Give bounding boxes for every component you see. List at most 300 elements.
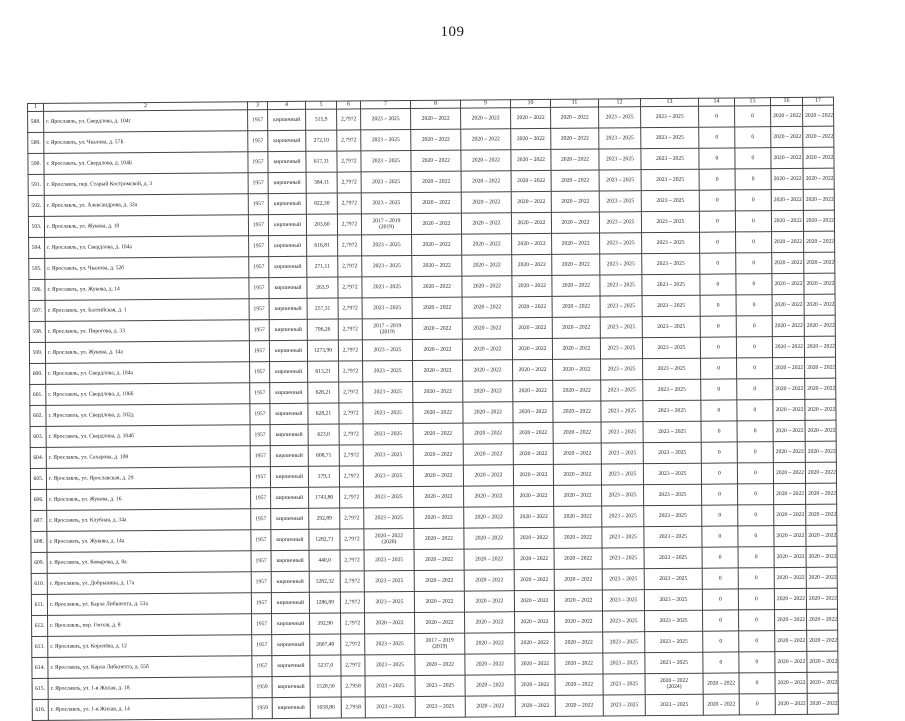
period-cell: 2023 – 2025 <box>362 339 412 360</box>
period-cell: 2020 – 2022 <box>413 402 463 423</box>
year-cell: 1957 <box>250 467 270 488</box>
material-cell: кирпичный <box>271 529 309 550</box>
period-cell: 2020 – 2022 <box>464 591 514 612</box>
year-cell: 1957 <box>248 215 268 236</box>
address-cell: г. Ярославль, ул. 1-я Жилая, д. 14 <box>48 698 252 721</box>
period-cell: 0 <box>736 274 772 295</box>
rate-cell: 2,7972 <box>337 109 361 130</box>
period-cell: 2020 – 2022 <box>412 234 462 255</box>
period-cell: 2020 – 2022 <box>511 170 551 191</box>
period-cell: 2020 – 2022 <box>513 380 553 401</box>
period-cell: 2020 – 2022 <box>551 149 599 170</box>
rate-cell: 2,7972 <box>338 340 362 361</box>
period-cell: 2023 – 2025 <box>644 526 702 547</box>
period-cell: 0 <box>739 610 775 631</box>
period-cell: 2023 – 2025 <box>363 465 413 486</box>
column-header: 5 <box>305 101 336 109</box>
row-number: 594. <box>29 237 45 258</box>
period-cell: 2023 – 2025 <box>643 379 701 400</box>
area-cell: 608,71 <box>308 445 339 466</box>
period-cell: 2020 – 2022 <box>464 528 514 549</box>
period-cell: 2023 – 2025 <box>600 275 642 296</box>
row-number: 589. <box>28 132 44 153</box>
period-cell: 0 <box>736 295 772 316</box>
period-cell: 2023 – 2025 <box>365 675 415 696</box>
rate-cell: 2,7972 <box>337 172 361 193</box>
period-cell: 2020 – 2022 <box>554 485 602 506</box>
column-header: 13 <box>640 98 698 106</box>
period-cell: 2023 – 2025 <box>415 696 465 717</box>
period-cell: 2023 – 2025 <box>603 653 645 674</box>
period-cell: 2023 – 2025 <box>600 254 642 275</box>
row-number: 600. <box>30 363 46 384</box>
period-cell: 0 <box>738 484 774 505</box>
period-cell: 2020 – 2022 <box>805 420 836 441</box>
period-cell: 2020 – 2022 <box>413 423 463 444</box>
period-cell: 2023 – 2025 <box>363 402 413 423</box>
address-cell: г. Ярославль, ул. Свердлова, д. 104а <box>45 236 249 259</box>
address-cell: г. Ярославль, ул. Добрынина, д. 17а <box>47 572 251 595</box>
period-cell: 2020 – 2022 <box>773 462 805 483</box>
period-cell: 2020 – 2022 <box>552 296 600 317</box>
period-cell: 2020 – 2022 <box>772 336 804 357</box>
period-cell: 2023 – 2025 <box>641 211 699 232</box>
period-cell: 2020 – 2022 <box>805 378 836 399</box>
period-cell: 2020 – 2022 <box>553 422 601 443</box>
period-cell: 2020 – 2022 <box>553 443 601 464</box>
period-cell: 2020 – 2022 <box>414 570 464 591</box>
period-cell: 2023 – 2025 <box>599 170 641 191</box>
period-cell: 2023 – 2025 <box>362 276 412 297</box>
rate-cell: 2,7972 <box>337 130 361 151</box>
registry-table-wrapper <box>27 97 838 721</box>
period-cell: 2023 – 2025 <box>599 191 641 212</box>
address-cell: г. Ярославль, пер. Старый Костромской, д. 3 <box>44 173 248 196</box>
period-cell: 2020 – 2022 <box>553 401 601 422</box>
material-cell: кирпичный <box>269 340 307 361</box>
period-cell: 2020 – 2022 <box>551 212 599 233</box>
rate-cell: 2,7972 <box>341 634 365 655</box>
year-cell: 1957 <box>251 572 271 593</box>
year-cell: 1957 <box>250 404 270 425</box>
material-cell: кирпичный <box>271 508 309 529</box>
period-cell: 2020 – 2022 <box>412 318 462 339</box>
period-cell: 0 <box>739 652 775 673</box>
area-cell: 257,31 <box>307 298 338 319</box>
material-cell: кирпичный <box>270 361 308 382</box>
period-cell: 2020 – 2022 <box>465 612 515 633</box>
row-number: 597. <box>29 300 45 321</box>
period-cell: 2020 – 2022 <box>552 254 600 275</box>
period-cell: 2020 – 2022 <box>461 129 511 150</box>
area-cell: 1282,32 <box>309 571 340 592</box>
row-number: 598. <box>29 321 45 342</box>
period-cell: 0 <box>702 547 738 568</box>
column-header: 11 <box>550 99 598 107</box>
period-cell: 2020 – 2022 <box>412 276 462 297</box>
address-cell: г. Ярославль, ул. Ярославская, д. 29 <box>46 467 250 490</box>
period-cell: 2020 – 2022 <box>807 651 838 672</box>
row-number: 604. <box>30 447 46 468</box>
period-cell: 2020 – 2022 <box>512 296 552 317</box>
material-cell: кирпичный <box>271 550 309 571</box>
row-number: 593. <box>28 216 44 237</box>
rate-cell: 2,7972 <box>339 424 363 445</box>
period-cell: 0 <box>735 211 771 232</box>
row-number: 616. <box>32 699 48 720</box>
period-cell: 2020 – 2022 <box>415 654 465 675</box>
period-cell: 2020 – 2022 <box>803 210 834 231</box>
period-cell: 2020 – 2022 <box>513 464 553 485</box>
column-header: 15 <box>734 98 770 106</box>
period-cell: 2023 – 2025 <box>602 527 644 548</box>
column-header: 16 <box>770 97 802 105</box>
period-cell: 2023 – 2025 <box>415 675 465 696</box>
address-cell: г. Ярославль, ул. Чкалова, д. 57Б <box>44 131 248 154</box>
address-cell: г. Ярославль, пер. Гоголя, д. 8 <box>48 614 252 637</box>
period-cell: 2020 – 2022 <box>772 252 804 273</box>
rate-cell: 2,7972 <box>338 235 362 256</box>
period-cell: 2023 – 2025 <box>645 610 703 631</box>
area-cell: 822,30 <box>306 193 337 214</box>
period-cell: 2020 – 2022 <box>806 546 837 567</box>
period-cell: 2020 – 2022 <box>703 673 739 694</box>
period-cell: 2023 – 2025 <box>643 463 701 484</box>
rate-cell: 2,7972 <box>340 550 364 571</box>
material-cell: кирпичный <box>268 130 306 151</box>
year-cell: 1957 <box>248 131 268 152</box>
period-cell: 2020 – 2022 <box>513 443 553 464</box>
period-cell: 2020 – 2022 <box>411 150 461 171</box>
area-cell: 440,0 <box>309 550 340 571</box>
address-cell: г. Ярославль, ул. Свердлова, д. 104б <box>46 425 250 448</box>
period-cell: 2020 – 2022 <box>804 252 835 273</box>
area-cell: 1286,89 <box>309 592 340 613</box>
column-header: 12 <box>598 99 640 107</box>
period-cell: 2020 – 2022 (2020) <box>364 528 414 549</box>
period-cell: 0 <box>699 106 735 127</box>
period-cell: 2020 – 2022 <box>461 150 511 171</box>
period-cell: 0 <box>736 316 772 337</box>
period-cell: 2020 – 2022 <box>463 360 513 381</box>
address-cell: г. Ярославль, ул. Жукова, д. 14а <box>45 341 249 364</box>
period-cell: 2020 – 2022 <box>413 381 463 402</box>
period-cell: 2023 – 2025 <box>364 570 414 591</box>
period-cell: 2017 – 2019 (2019) <box>415 633 465 654</box>
rate-cell: 2,7972 <box>339 445 363 466</box>
period-cell: 2020 – 2022 <box>771 105 803 126</box>
period-cell: 2020 – 2022 <box>772 294 804 315</box>
address-cell: г. Ярославль, ул. Свердлова, д. 104г <box>44 110 248 133</box>
year-cell: 1957 <box>250 446 270 467</box>
period-cell: 2020 – 2022 <box>775 630 807 651</box>
period-cell: 2020 – 2022 <box>513 401 553 422</box>
period-cell: 2020 – 2022 <box>512 254 552 275</box>
material-cell: кирпичный <box>270 403 308 424</box>
address-cell: г. Ярославль, ул. Свердлова, д. 104а <box>46 362 250 385</box>
period-cell: 2020 – 2022 (2024) <box>645 673 703 694</box>
period-cell: 0 <box>701 358 737 379</box>
column-header: 17 <box>802 97 833 105</box>
period-cell: 2020 – 2022 <box>512 275 552 296</box>
period-cell: 0 <box>701 379 737 400</box>
period-cell: 2020 – 2022 <box>412 255 462 276</box>
period-cell: 2023 – 2025 <box>644 505 702 526</box>
period-cell: 2023 – 2025 <box>645 652 703 673</box>
period-cell: 2023 – 2025 <box>600 317 642 338</box>
period-cell: 0 <box>739 631 775 652</box>
period-cell: 2020 – 2022 <box>773 441 805 462</box>
period-cell: 2020 – 2022 <box>554 548 602 569</box>
period-cell: 2020 – 2022 <box>515 611 555 632</box>
row-number: 607. <box>31 510 47 531</box>
address-cell: г. Ярославль, ул. Александрова, д. 32а <box>44 194 248 217</box>
period-cell: 2020 – 2022 <box>775 609 807 630</box>
period-cell: 0 <box>738 547 774 568</box>
period-cell: 2020 – 2022 <box>514 548 554 569</box>
column-header: 3 <box>247 102 267 110</box>
period-cell: 2020 – 2022 <box>552 275 600 296</box>
address-cell: г. Ярославль, ул. Сахарова, д. 108 <box>46 446 250 469</box>
period-cell: 2020 – 2022 <box>463 381 513 402</box>
period-cell: 2023 – 2025 <box>641 106 699 127</box>
period-cell: 2020 – 2022 <box>807 693 838 714</box>
year-cell: 1957 <box>251 551 271 572</box>
period-cell: 0 <box>699 148 735 169</box>
address-cell: г. Ярославль, ул. Жукова, д. 14 <box>45 278 249 301</box>
year-cell: 1957 <box>252 635 272 656</box>
area-cell: 272,10 <box>306 130 337 151</box>
column-header: 4 <box>267 101 305 109</box>
period-cell: 2023 – 2025 <box>599 149 641 170</box>
year-cell: 1957 <box>251 509 271 530</box>
period-cell: 2023 – 2025 <box>641 127 699 148</box>
rate-cell: 2,7972 <box>340 487 364 508</box>
row-number: 613. <box>32 636 48 657</box>
year-cell: 1957 <box>248 194 268 215</box>
period-cell: 2023 – 2025 <box>364 507 414 528</box>
material-cell: кирпичный <box>270 466 308 487</box>
period-cell: 2023 – 2025 <box>361 171 411 192</box>
period-cell: 2020 – 2022 <box>512 317 552 338</box>
period-cell: 0 <box>701 463 737 484</box>
period-cell: 2020 – 2022 <box>365 612 415 633</box>
material-cell: кирпичный <box>272 676 310 697</box>
area-cell: 623,0 <box>308 424 339 445</box>
period-cell: 2020 – 2022 <box>771 126 803 147</box>
period-cell: 2020 – 2022 <box>551 191 599 212</box>
row-number: 588. <box>28 111 44 132</box>
period-cell: 2023 – 2025 <box>361 129 411 150</box>
year-cell: 1957 <box>248 173 268 194</box>
period-cell: 0 <box>736 232 772 253</box>
period-cell: 2023 – 2025 <box>600 296 642 317</box>
area-cell: 379,3 <box>308 466 339 487</box>
material-cell: кирпичный <box>268 193 306 214</box>
period-cell: 2020 – 2022 <box>771 168 803 189</box>
period-cell: 2020 – 2022 <box>806 525 837 546</box>
period-cell: 2023 – 2025 <box>363 423 413 444</box>
area-cell: 628,21 <box>308 403 339 424</box>
column-header: 7 <box>360 100 410 108</box>
year-cell: 1957 <box>249 236 269 257</box>
period-cell: 2023 – 2025 <box>362 234 412 255</box>
period-cell: 2020 – 2022 <box>773 378 805 399</box>
column-header: 6 <box>336 101 360 109</box>
period-cell: 2023 – 2025 <box>642 337 700 358</box>
rate-cell: 2,7972 <box>340 529 364 550</box>
area-cell: 263,9 <box>307 277 338 298</box>
period-cell: 2020 – 2022 <box>555 611 603 632</box>
period-cell: 2023 – 2025 <box>602 590 644 611</box>
period-cell: 2020 – 2022 <box>511 107 551 128</box>
period-cell: 2020 – 2022 <box>514 527 554 548</box>
column-header: 10 <box>510 99 550 107</box>
period-cell: 2020 – 2022 <box>462 297 512 318</box>
period-cell: 2020 – 2022 <box>413 360 463 381</box>
period-cell: 2020 – 2022 <box>515 674 555 695</box>
period-cell: 2023 – 2025 <box>643 442 701 463</box>
material-cell: кирпичный <box>271 571 309 592</box>
column-header: 9 <box>460 100 510 108</box>
area-cell: 384,11 <box>306 172 337 193</box>
material-cell: кирпичный <box>268 172 306 193</box>
period-cell: 2020 – 2022 <box>514 506 554 527</box>
period-cell: 2023 – 2025 <box>599 212 641 233</box>
period-cell: 0 <box>737 400 773 421</box>
period-cell: 2020 – 2022 <box>463 423 513 444</box>
address-cell: г. Ярославль, ул. Свердлова, д. 102д <box>46 404 250 427</box>
period-cell: 0 <box>699 190 735 211</box>
period-cell: 2023 – 2025 <box>365 633 415 654</box>
period-cell: 2020 – 2022 <box>462 255 512 276</box>
period-cell: 2020 – 2022 <box>512 338 552 359</box>
period-cell: 2020 – 2022 <box>771 189 803 210</box>
area-cell: 613,21 <box>308 361 339 382</box>
period-cell: 0 <box>735 169 771 190</box>
period-cell: 2020 – 2022 <box>804 294 835 315</box>
period-cell: 0 <box>700 316 736 337</box>
period-cell: 2017 – 2019 (2019) <box>361 213 411 234</box>
year-cell: 1957 <box>248 110 268 131</box>
period-cell: 2020 – 2022 <box>803 126 834 147</box>
period-cell: 2020 – 2022 <box>465 654 515 675</box>
period-cell: 2020 – 2022 <box>807 672 838 693</box>
period-cell: 0 <box>699 127 735 148</box>
period-cell: 2020 – 2022 <box>803 168 834 189</box>
period-cell: 0 <box>739 694 775 715</box>
year-cell: 1957 <box>249 257 269 278</box>
year-cell: 1957 <box>252 614 272 635</box>
row-number: 612. <box>32 615 48 636</box>
row-number: 599. <box>29 342 45 363</box>
period-cell: 2020 – 2022 <box>807 630 838 651</box>
period-cell: 2020 – 2022 <box>772 315 804 336</box>
period-cell: 2020 – 2022 <box>551 170 599 191</box>
rate-cell: 2,7972 <box>341 655 365 676</box>
material-cell: кирпичный <box>268 109 306 130</box>
year-cell: 1957 <box>249 278 269 299</box>
period-cell: 2020 – 2022 <box>514 590 554 611</box>
period-cell: 2020 – 2022 <box>413 465 463 486</box>
material-cell: кирпичный <box>271 487 309 508</box>
period-cell: 2023 – 2025 <box>362 297 412 318</box>
period-cell: 2020 – 2022 <box>464 570 514 591</box>
period-cell: 2020 – 2022 <box>553 464 601 485</box>
period-cell: 0 <box>700 232 736 253</box>
period-cell: 0 <box>700 253 736 274</box>
period-cell: 2023 – 2025 <box>643 400 701 421</box>
period-cell: 2023 – 2025 <box>601 422 643 443</box>
row-number: 602. <box>30 405 46 426</box>
period-cell: 2023 – 2025 <box>601 401 643 422</box>
rate-cell: 2,7958 <box>341 676 365 697</box>
year-cell: 1957 <box>250 362 270 383</box>
row-number: 603. <box>30 426 46 447</box>
period-cell: 0 <box>703 631 739 652</box>
period-cell: 2020 – 2022 <box>414 486 464 507</box>
period-cell: 2020 – 2022 <box>774 546 806 567</box>
area-cell: 616,81 <box>307 235 338 256</box>
period-cell: 2020 – 2022 <box>465 696 515 717</box>
address-cell: г. Ярославль, ул. Балтийская, д. 1 <box>45 299 249 322</box>
period-cell: 2020 – 2022 <box>775 672 807 693</box>
period-cell: 2020 – 2022 <box>464 507 514 528</box>
period-cell: 2020 – 2022 <box>411 129 461 150</box>
period-cell: 2023 – 2025 <box>364 591 414 612</box>
period-cell: 2020 – 2022 <box>411 171 461 192</box>
material-cell: кирпичный <box>272 697 310 718</box>
period-cell: 2020 – 2022 <box>774 588 806 609</box>
period-cell: 2020 – 2022 <box>515 632 555 653</box>
area-cell: 392,90 <box>310 613 341 634</box>
period-cell: 2023 – 2025 <box>361 150 411 171</box>
period-cell: 2020 – 2022 <box>461 108 511 129</box>
period-cell: 2020 – 2022 <box>551 107 599 128</box>
period-cell: 2023 – 2025 <box>642 295 700 316</box>
period-cell: 0 <box>702 589 738 610</box>
area-cell: 2607,40 <box>310 634 341 655</box>
material-cell: кирпичный <box>272 613 310 634</box>
period-cell: 2020 – 2022 <box>461 171 511 192</box>
period-cell: 2023 – 2025 <box>641 148 699 169</box>
period-cell: 2023 – 2025 <box>644 484 702 505</box>
row-number: 614. <box>32 657 48 678</box>
period-cell: 2020 – 2022 <box>554 590 602 611</box>
period-cell: 2020 – 2022 <box>804 231 835 252</box>
area-cell: 1743,80 <box>309 487 340 508</box>
material-cell: кирпичный <box>269 298 307 319</box>
period-cell: 2020 – 2022 <box>773 399 805 420</box>
period-cell: 2023 – 2025 <box>363 444 413 465</box>
period-cell: 2020 – 2022 <box>805 441 836 462</box>
year-cell: 1959 <box>252 677 272 698</box>
period-cell: 2023 – 2025 <box>601 359 643 380</box>
area-cell: 1520,50 <box>310 676 341 697</box>
column-header: 1 <box>28 103 44 111</box>
area-cell: 203,60 <box>306 214 337 235</box>
period-cell: 2020 – 2022 <box>462 276 512 297</box>
period-cell: 2020 – 2022 <box>411 213 461 234</box>
area-cell: 292,89 <box>309 508 340 529</box>
rate-cell: 2,7972 <box>339 466 363 487</box>
period-cell: 2020 – 2022 <box>774 483 806 504</box>
period-cell: 2020 – 2022 <box>774 567 806 588</box>
area-cell: 796,26 <box>307 319 338 340</box>
material-cell: кирпичный <box>268 151 306 172</box>
area-cell: 617,31 <box>306 151 337 172</box>
year-cell: 1957 <box>250 383 270 404</box>
